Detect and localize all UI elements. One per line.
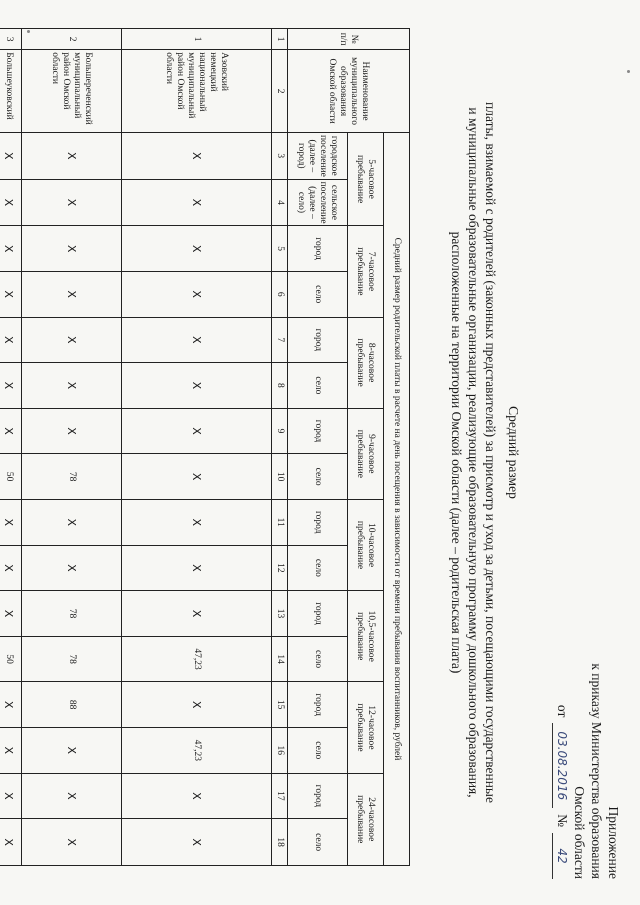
fee-cell: X [122, 271, 272, 317]
header-stay-5: 5-часовое пребывание [348, 132, 384, 225]
fee-cell: X [0, 682, 22, 728]
appendix-region-line: Омской области [572, 786, 587, 879]
column-number: 5 [272, 226, 288, 272]
fee-cell: X [22, 317, 122, 363]
from-label: от [555, 704, 570, 718]
municipality-name: Большеуковский [0, 50, 22, 133]
row-number: 2 [22, 29, 122, 50]
column-number: 14 [272, 636, 288, 682]
fee-table [0, 28, 410, 866]
fee-cell: X [122, 591, 272, 637]
heading-line: платы, взимаемой с родителей (законных представителей) за присмотр и уход за детьми, посещающими государственные [483, 102, 498, 803]
fee-cell: X [22, 773, 122, 819]
column-number: 9 [272, 408, 288, 454]
heading-line: и муниципальные образовательные организации, реализующие образовательную программу дошкольного образования, [466, 107, 481, 798]
fee-cell: X [22, 408, 122, 454]
fee-cell: X [0, 819, 22, 866]
fee-cell: X [22, 226, 122, 272]
row-number: 1 [122, 29, 272, 50]
fee-cell: X [0, 545, 22, 591]
header-city: город [288, 408, 348, 454]
header-group: Средний размер родительской платы в расчете на день посещения в зависимости от времени пребывания воспитанников, рублей [384, 132, 410, 865]
header-stay-8: 8-часовое пребывание [348, 317, 384, 408]
table-row [22, 29, 122, 866]
header-city: город [288, 591, 348, 637]
appendix-header [552, 663, 622, 879]
fee-cell: X [0, 408, 22, 454]
fee-cell: 78 [22, 591, 122, 637]
heading-title: Средний размер [506, 406, 521, 499]
header-village: село [288, 363, 348, 409]
header-city: город [288, 226, 348, 272]
heading-line: расположенные на территории Омской области (далее – родительская плата) [449, 231, 464, 674]
column-number-row [272, 29, 288, 866]
row-number: 3 [0, 29, 22, 50]
scan-speck [27, 30, 30, 33]
header-city: город [288, 682, 348, 728]
column-number: 18 [272, 819, 288, 866]
fee-cell: X [122, 179, 272, 226]
fee-cell: X [0, 499, 22, 545]
fee-cell: X [22, 545, 122, 591]
fee-cell: X [22, 132, 122, 179]
column-number: 17 [272, 773, 288, 819]
header-stay-9: 9-часовое пребывание [348, 408, 384, 499]
fee-cell: 78 [22, 454, 122, 500]
header-stay-12: 12-часовое пребывание [348, 682, 384, 773]
column-number: 8 [272, 363, 288, 409]
fee-cell: X [22, 363, 122, 409]
fee-cell: 50 [0, 636, 22, 682]
fee-cell: 47,23 [122, 636, 272, 682]
fee-cell: 47,23 [122, 727, 272, 773]
appendix-title: Приложение [606, 806, 621, 879]
fee-cell: 78 [22, 636, 122, 682]
appendix-date-line [552, 663, 571, 879]
fee-cell: X [22, 819, 122, 866]
header-village: село [288, 454, 348, 500]
document-heading [448, 20, 522, 885]
header-village: село [288, 819, 348, 866]
fee-cell: X [22, 727, 122, 773]
fee-cell: X [122, 226, 272, 272]
number-label: № [555, 814, 570, 827]
fee-cell: X [0, 363, 22, 409]
fee-cell: X [0, 727, 22, 773]
municipality-name: Большереченский муниципальный район Омской области [22, 50, 122, 133]
header-num: № п/п [288, 29, 410, 50]
fee-cell: X [122, 682, 272, 728]
column-number: 13 [272, 591, 288, 637]
column-number: 11 [272, 499, 288, 545]
column-number: 10 [272, 454, 288, 500]
scan-speck [627, 70, 630, 73]
column-number: 16 [272, 727, 288, 773]
column-number: 12 [272, 545, 288, 591]
fee-cell: X [0, 773, 22, 819]
header-village: село [288, 727, 348, 773]
header-village: село [288, 545, 348, 591]
fee-cell: X [122, 408, 272, 454]
header-city: город [288, 317, 348, 363]
fee-cell: X [122, 363, 272, 409]
fee-cell: X [122, 773, 272, 819]
header-name: Наименование муниципального образования Омской области [288, 50, 410, 133]
handwritten-date: 03.08.2016 [552, 723, 570, 808]
header-stay-10: 10-часовое пребывание [348, 499, 384, 590]
fee-cell: X [0, 179, 22, 226]
header-city: город [288, 773, 348, 819]
fee-cell: X [122, 819, 272, 866]
column-number: 1 [272, 29, 288, 50]
fee-cell: X [0, 591, 22, 637]
fee-cell: X [0, 271, 22, 317]
header-village: село [288, 636, 348, 682]
fee-cell: X [0, 317, 22, 363]
table-row [122, 29, 272, 866]
header-village: село [288, 271, 348, 317]
handwritten-number: 42 [552, 833, 570, 879]
fee-cell: X [122, 317, 272, 363]
header-stay-10-5: 10,5-часовое пребывание [348, 591, 384, 682]
column-number: 3 [272, 132, 288, 179]
header-stay-24: 24-часовое пребывание [348, 773, 384, 865]
fee-cell: X [122, 454, 272, 500]
table-body [0, 29, 272, 866]
header-stay-7: 7-часовое пребывание [348, 226, 384, 317]
fee-cell: 50 [0, 454, 22, 500]
municipality-name: Азовский немецкий национальный муниципальный район Омской области [122, 50, 272, 133]
appendix-order-line: к приказу Министерства образования [589, 663, 604, 879]
column-number: 2 [272, 50, 288, 133]
column-number: 4 [272, 179, 288, 226]
header-city: город [288, 499, 348, 545]
header-village-long: сельское поселение (далее – село) [288, 179, 348, 226]
header-city-long: городское поселение (далее – город) [288, 132, 348, 179]
fee-cell: X [22, 499, 122, 545]
fee-cell: X [122, 545, 272, 591]
fee-cell: X [22, 271, 122, 317]
fee-cell: X [0, 132, 22, 179]
column-number: 6 [272, 271, 288, 317]
fee-cell: X [122, 132, 272, 179]
fee-cell: 88 [22, 682, 122, 728]
fee-cell: X [22, 179, 122, 226]
column-number: 7 [272, 317, 288, 363]
table-row [0, 29, 22, 866]
column-number: 15 [272, 682, 288, 728]
fee-cell: X [0, 226, 22, 272]
fee-cell: X [122, 499, 272, 545]
